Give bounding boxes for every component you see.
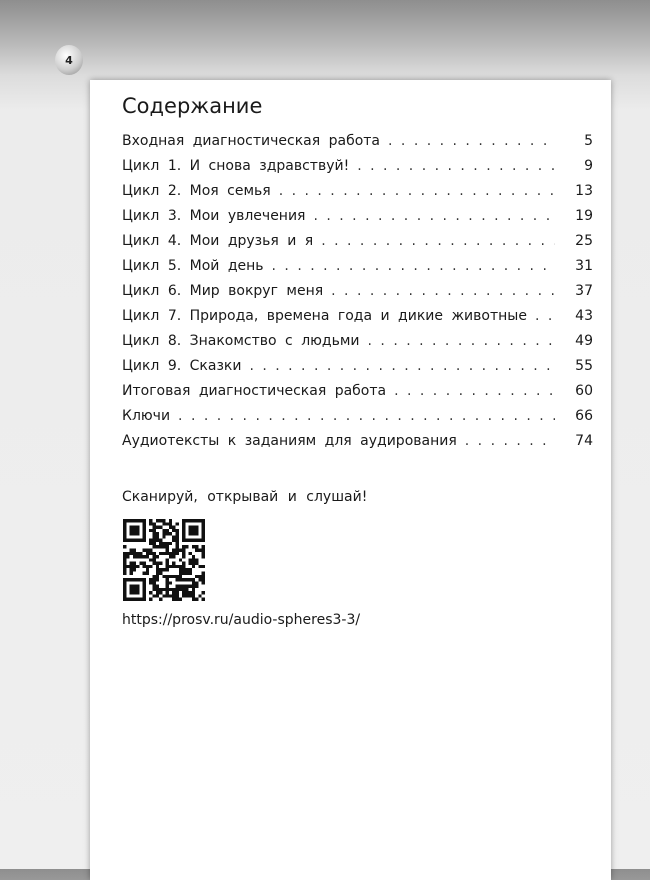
toc-entry-label: Цикл 7. Природа, времена года и дикие животные (122, 308, 527, 324)
toc-entry[interactable] (122, 183, 593, 208)
toc-entry[interactable] (122, 258, 593, 283)
toc-entry-page: 25 (575, 233, 593, 249)
toc-entry-label: Аудиотексты к заданиям для аудирования (122, 433, 457, 449)
toc-entry-label: Цикл 8. Знакомство с людьми (122, 333, 360, 349)
page-sheet (90, 80, 611, 880)
toc-entry[interactable] (122, 383, 593, 408)
toc-entry-page: 37 (575, 283, 593, 299)
toc-entry-label: Цикл 3. Мои увлечения (122, 208, 306, 224)
toc-entry-label: Итоговая диагностическая работа (122, 383, 387, 399)
toc-entry-page: 49 (575, 333, 593, 349)
toc-entry[interactable] (122, 308, 593, 333)
toc-entry[interactable] (122, 358, 593, 383)
scan-instruction: Сканируй, открывай и слушай! (122, 489, 368, 505)
toc-entry-page: 60 (575, 383, 593, 399)
toc-entry-page: 13 (575, 183, 593, 199)
audio-link[interactable]: https://prosv.ru/audio-spheres3-3/ (122, 612, 361, 628)
toc-leader-dots (272, 258, 555, 274)
toc-entry-page: 9 (584, 158, 593, 174)
toc-entry-label: Цикл 4. Мои друзья и я (122, 233, 314, 249)
toc-entry-label: Входная диагностическая работа (122, 133, 381, 149)
qr-code-icon[interactable] (123, 519, 205, 601)
toc-leader-dots (178, 408, 555, 424)
toc-leader-dots (535, 308, 555, 324)
toc-leader-dots (321, 233, 555, 249)
toc-entry-page: 31 (575, 258, 593, 274)
toc-entry-label: Цикл 2. Моя семья (122, 183, 271, 199)
toc-entry-page: 66 (575, 408, 593, 424)
toc-leader-dots (465, 433, 555, 449)
toc-entry-label: Цикл 5. Мой день (122, 258, 264, 274)
toc-entry-page: 5 (584, 133, 593, 149)
toc-leader-dots (368, 333, 555, 349)
toc-entry-label: Ключи (122, 408, 171, 424)
toc-entry-page: 43 (575, 308, 593, 324)
toc-entry[interactable] (122, 333, 593, 358)
toc-entry-label: Цикл 9. Сказки (122, 358, 242, 374)
toc-entry-label: Цикл 1. И снова здравствуй! (122, 158, 350, 174)
toc-leader-dots (388, 133, 555, 149)
toc-entry-page: 74 (575, 433, 593, 449)
toc-entry-label: Цикл 6. Мир вокруг меня (122, 283, 324, 299)
toc-leader-dots (394, 383, 555, 399)
toc-entry[interactable] (122, 433, 593, 458)
toc-entry[interactable] (122, 233, 593, 258)
toc-leader-dots (313, 208, 555, 224)
toc-leader-dots (357, 158, 555, 174)
toc-entry-page: 19 (575, 208, 593, 224)
toc-entry[interactable] (122, 208, 593, 233)
toc-leader-dots (331, 283, 555, 299)
toc-entry[interactable] (122, 133, 593, 158)
toc-entry-page: 55 (575, 358, 593, 374)
table-of-contents (122, 133, 593, 458)
toc-entry[interactable] (122, 283, 593, 308)
toc-entry[interactable] (122, 158, 593, 183)
page-number-badge: 4 (55, 45, 83, 75)
toc-leader-dots (249, 358, 555, 374)
toc-entry[interactable] (122, 408, 593, 433)
page-title: Содержание (122, 94, 263, 118)
toc-leader-dots (279, 183, 555, 199)
